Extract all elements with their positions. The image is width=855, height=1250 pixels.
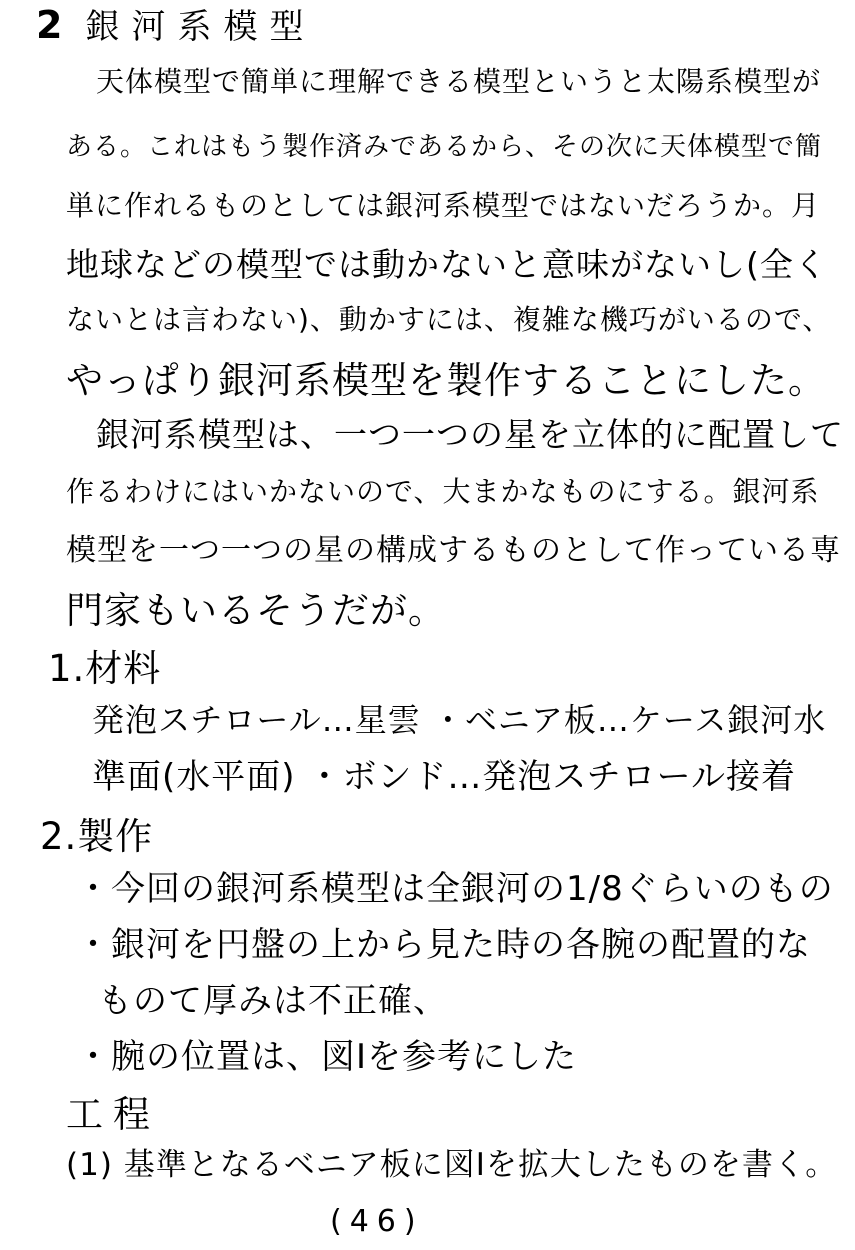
materials-line: 発泡スチロール…星雲 ・ベニア板…ケース銀河水 (92, 701, 827, 739)
paragraph-line: 天体模型で簡単に理解できる模型というと太陽系模型が (96, 65, 822, 98)
paragraph-line: 地球などの模型では動かないと意味がないし(全く (66, 245, 828, 284)
section-number: 2 (36, 3, 64, 47)
production-heading: 2.製作 (40, 815, 154, 858)
paragraph-line: 模型を一つ一つの星の構成するものとして作っている専 (66, 533, 841, 568)
page-number: (46) (330, 1204, 424, 1239)
production-item: ものて厚みは不正確、 (98, 981, 448, 1021)
materials-line: 準面(水平面) ・ボンド…発泡スチロール接着 (92, 757, 796, 797)
paragraph-line: 銀河系模型は、一つ一つの星を立体的に配置して (96, 415, 844, 454)
production-item: ・銀河を円盤の上から見た時の各腕の配置的な (76, 925, 811, 965)
section-heading (36, 3, 316, 47)
production-item: ・腕の位置は、図Ⅰを参考にした (76, 1037, 578, 1077)
paragraph-line: 単に作れるものとしては銀河系模型ではないだろうか。月 (66, 189, 821, 222)
production-item: ・今回の銀河系模型は全銀河の1/8ぐらいのもの (76, 869, 834, 909)
paragraph-line: 作るわけにはいかないので、大まかなものにする。銀河系 (66, 475, 820, 508)
paragraph-line: ないとは言わない)、動かすには、複雑な機巧がいるので、 (66, 303, 832, 336)
process-step: (1) 基準となるベニア板に図Ⅰを拡大したものを書く。 (66, 1147, 838, 1183)
materials-heading: 1.材料 (48, 647, 162, 690)
process-heading: 工程 (66, 1093, 160, 1136)
paragraph-line: 門家もいるそうだが。 (66, 589, 446, 632)
paragraph-line: ある。これはもう製作済みであるから、その次に天体模型で簡 (66, 132, 823, 162)
paragraph-line: やっぱり銀河系模型を製作することにした。 (66, 359, 826, 402)
section-title: 銀河系模型 (85, 7, 316, 47)
